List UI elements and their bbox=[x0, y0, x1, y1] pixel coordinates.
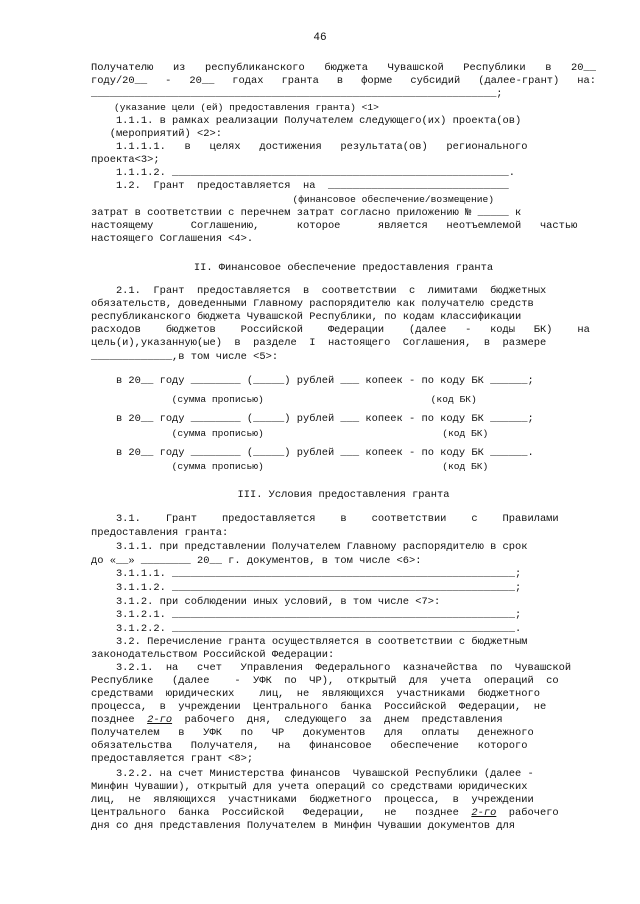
text-span: рабочего bbox=[496, 807, 559, 819]
text-line: 1.2. Грант предоставляется на _____________________________ bbox=[91, 180, 509, 192]
text-line: до «__» ________ 20__ г. документов, в том числе <6>: bbox=[91, 555, 422, 567]
text-line bbox=[91, 807, 596, 820]
section-heading: II. Финансовое обеспечение предоставления гранта bbox=[193, 262, 494, 274]
text-line bbox=[91, 714, 596, 727]
text-line: (сумма прописью) (код БК) bbox=[91, 461, 489, 472]
text-line: дня со дня представления Получателем в Минфин Чувашии документов для bbox=[91, 820, 516, 832]
text-line: проекта<3>; bbox=[91, 154, 160, 166]
section-heading: III. Условия предоставления гранта bbox=[237, 489, 450, 501]
text-line: в 20__ году ________ (_____) рублей ___ копеек - по коду БК ______. bbox=[91, 447, 534, 459]
text-line: 3.1.1.1. _______________________________________________________; bbox=[91, 568, 522, 580]
text-line: обязательств, доведенными Главному распорядителю как получателю средств bbox=[91, 298, 534, 310]
text-span: рабочего дня, следующего за днем представления bbox=[172, 714, 503, 726]
text-line: 3.2. Перечисление гранта осуществляется в соответствии с бюджетным bbox=[91, 636, 528, 648]
text-line: году/20__ - 20__ годах гранта в форме субсидий (далее-грант) на: bbox=[91, 75, 596, 87]
emphasis-text: 2-го bbox=[471, 807, 497, 819]
text-line: в 20__ году ________ (_____) рублей ___ копеек - по коду БК ______; bbox=[91, 413, 534, 425]
emphasis-text: 2-го bbox=[147, 714, 173, 726]
text-line: _____________,в том числе <5>: bbox=[91, 351, 279, 363]
text-line: Минфин Чувашии), открытый для учета операций со средствами юридических bbox=[91, 781, 528, 793]
text-line: (финансовое обеспечение/возмещение) bbox=[91, 194, 495, 205]
text-span: позднее bbox=[91, 714, 148, 726]
text-line: _________________________________________________________________; bbox=[91, 88, 503, 100]
text-line: 2.1. Грант предоставляется в соответствии с лимитами бюджетных bbox=[91, 285, 547, 297]
text-line: 3.1. Грант предоставляется в соответствии с Правилами bbox=[91, 513, 559, 525]
page-number: 46 bbox=[313, 32, 327, 44]
text-line: лиц, не являющихся участниками бюджетного процесса, в учреждении bbox=[91, 794, 534, 806]
text-line: республиканского бюджета Чувашской Республики, по кодам классификации bbox=[91, 311, 522, 323]
text-line: в 20__ году ________ (_____) рублей ___ копеек - по коду БК ______; bbox=[91, 375, 534, 387]
text-line: Республике (далее - УФК по ЧР), открытый для учета операций со bbox=[91, 675, 559, 687]
text-line: (указание цели (ей) предоставления гранта) <1> bbox=[91, 102, 379, 113]
text-line: обязательства Получателя, на финансовое обеспечение которого bbox=[91, 740, 528, 752]
text-line: расходов бюджетов Российской Федерации (далее - коды БК) на bbox=[91, 324, 590, 336]
text-line: законодательством Российской Федерации: bbox=[91, 649, 335, 661]
text-line: 3.2.1. на счет Управления Федерального казначейства по Чувашской bbox=[91, 662, 572, 674]
text-line: затрат в соответствии с перечнем затрат согласно приложению № _____ к bbox=[91, 207, 522, 219]
text-line: 3.1.1. при представлении Получателем Главному распорядителю в срок bbox=[91, 541, 528, 553]
text-line: 1.1.1.2. ______________________________________________________. bbox=[91, 167, 516, 179]
text-line: Получателю из республиканского бюджета Чувашской Республики в 20__ bbox=[91, 62, 596, 74]
text-span: Центрального банка Российской Федерации, не позднее bbox=[91, 807, 472, 819]
text-line: (мероприятий) <2>: bbox=[91, 128, 222, 140]
text-line: Получателем в УФК по ЧР документов для оплаты денежного bbox=[91, 727, 534, 739]
text-line: (сумма прописью) (код БК) bbox=[91, 394, 477, 405]
text-line: 3.1.1.2. _______________________________________________________; bbox=[91, 582, 522, 594]
text-line: процесса, в учреждении Центрального банка Российской Федерации, не bbox=[91, 701, 547, 713]
text-line: 3.1.2. при соблюдении иных условий, в том числе <7>: bbox=[91, 596, 441, 608]
text-line: 3.1.2.2. _______________________________________________________. bbox=[91, 623, 522, 635]
text-line: 3.2.2. на счет Министерства финансов Чувашской Республики (далее - bbox=[91, 768, 534, 780]
text-line: предоставляется грант <8>; bbox=[91, 753, 254, 765]
text-line: 1.1.1.1. в целях достижения результата(ов) регионального bbox=[91, 141, 528, 153]
text-line: 3.1.2.1. _______________________________________________________; bbox=[91, 609, 522, 621]
text-line: 1.1.1. в рамках реализации Получателем следующего(их) проекта(ов) bbox=[91, 115, 522, 127]
text-line: средствами юридических лиц, не являющихся участниками бюджетного bbox=[91, 688, 540, 700]
text-line: предоставления гранта: bbox=[91, 527, 229, 539]
text-line: цель(и),указанную(ые) в разделе I настоящего Соглашения, в размере bbox=[91, 337, 547, 349]
text-line: настоящему Соглашению, которое является неотъемлемой частью bbox=[91, 220, 578, 232]
text-line: настоящего Соглашения <4>. bbox=[91, 233, 254, 245]
text-line: (сумма прописью) (код БК) bbox=[91, 428, 489, 439]
